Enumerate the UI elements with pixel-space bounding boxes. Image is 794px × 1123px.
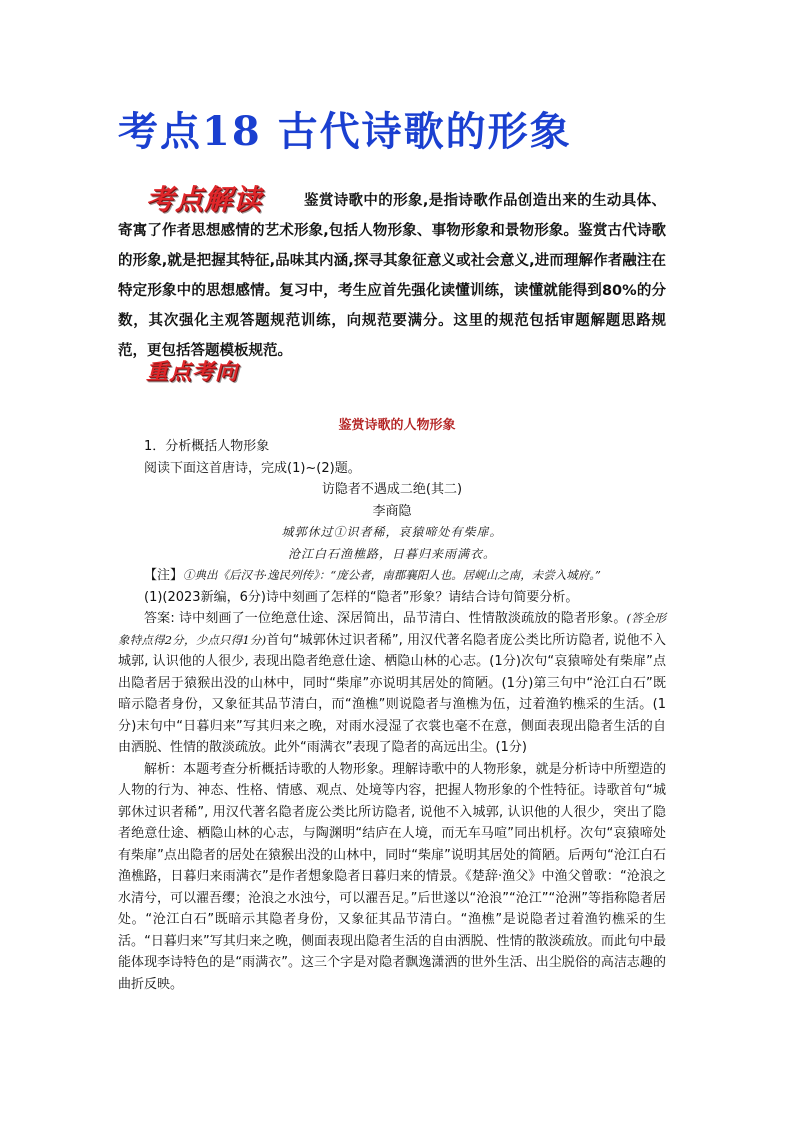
reading-instruction: 阅读下面这首唐诗，完成(1)~(2)题。 — [144, 460, 361, 476]
answer-paragraph — [118, 608, 666, 759]
poem-author: 李商隐 — [372, 503, 412, 519]
intro-paragraph: 鉴赏诗歌中的形象,是指诗歌作品创造出来的生动具体、寄寓了作者思想感情的艺术形象,包括人物形象、事物形象和景物形象。鉴赏古代诗歌的形象,就是把握其特征,品味其内涵,探寻其象征意义或社会意义,进而理解作者融注在特定形象中的思想感情。复习中，考生应首先强化读懂训练，读懂就能得到80%的分数，其次强化主观答题规范训练，向规范要满分。这里的规范包括审题解题思路规范，更包括答题模板规范。 — [118, 193, 666, 359]
note-text: ①典出《后汉书·逸民列传》：“庞公者，南郡襄阳人也。居岘山之南，未尝入城府。” — [183, 568, 601, 582]
section-title: 鉴赏诗歌的人物形象 — [338, 418, 456, 433]
answer-scoring-note: (答全形象特点得2分，少点只得1分) — [118, 611, 666, 647]
note-label: 【注】 — [144, 568, 184, 583]
analysis-paragraph: 解析：本题考查分析概括诗歌的人物形象。理解诗歌中的人物形象，就是分析诗中所塑造的人物的行为、神态、性格、情感、观点、处境等内容，把握人物形象的个性特征。诗歌首句“城郭休过识者稀”, 用汉代著名隐者庞公类比所访隐者, 说他不入城郭, 认识他的人很少，突出了隐者绝意仕途、栖隐山林的心志，与陶渊明“结庐在人境，而无车马喧”同出机杼。次句“哀猿啼处有柴扉”点出隐者的居处在猿猴出没的山林中，同时“柴扉”说明其居处的简陋。后两句“沧江白石渔樵路，日暮归来雨满衣”是作者想象隐者日暮归来的情景。《楚辞·渔父》中渔父曾歌：“沧浪之水清兮，可以濯吾缨；沧浪之水浊兮，可以濯吾足。”后世遂以“沧浪”“沧江”“沧洲”等指称隐者居处。“沧江白石”既暗示其隐者身份，又象征其品节清白。“渔樵”是说隐者过着渔钓樵采的生活。“日暮归来”写其归来之晚，侧面表现出隐者生活的自由洒脱、性情的散淡疏放。而此句中最能体现李诗特色的是“雨满衣”。这三个字是对隐者飘逸潇洒的世外生活、出尘脱俗的高洁志趣的曲折反映。 — [118, 761, 666, 992]
poem-line-2: 沧江白石渔樵路，日暮归来雨满衣。 — [287, 546, 496, 561]
answer-body: 首句“城郭休过识者稀”, 用汉代著名隐者庞公类比所访隐者, 说他不入城郭, 认识他的人很少, 表现出隐者绝意仕途、栖隐山林的心志。(1分)次句“哀猿啼处有柴扉”点出隐者居于猿猴出没的山林中，同时“柴扉”亦说明其居处的简陋。(1分)第三句中“沧江白石”既暗示隐者身份，又象征其品节清白，而“渔樵”则说隐者与渔樵为伍，过着渔钓樵采的生活。(1分)末句中“日暮归来”写其归来之晚，对雨水浸湿了衣裳也毫不在意，侧面表现出隐者生活的自由洒脱、性情的散淡疏放。此外“雨满衣”表现了隐者的高远出尘。(1分) — [118, 632, 666, 755]
poem-note — [118, 565, 666, 587]
page-title: 考点18 古代诗歌的形象 — [118, 108, 572, 155]
subsection-heading: 1．分析概括人物形象 — [144, 439, 270, 454]
answer-lead: 答案: 诗中刻画了一位绝意仕途、深居简出，品节清白、性情散淡疏放的隐者形象。 — [144, 611, 627, 626]
question-text: (1)(2023新编，6分)诗中刻画了怎样的“隐者”形象？请结合诗句简要分析。 — [144, 589, 579, 605]
content-body — [118, 436, 666, 995]
badge-key-directions: 重点考向 — [146, 359, 239, 385]
badge-key-point-explanation: 考点解读 — [146, 183, 263, 216]
poem-line-1: 城郭休过①识者稀，哀猿啼处有柴扉。 — [281, 525, 503, 539]
poem-title: 访隐者不遇成二绝(其二) — [321, 482, 463, 497]
